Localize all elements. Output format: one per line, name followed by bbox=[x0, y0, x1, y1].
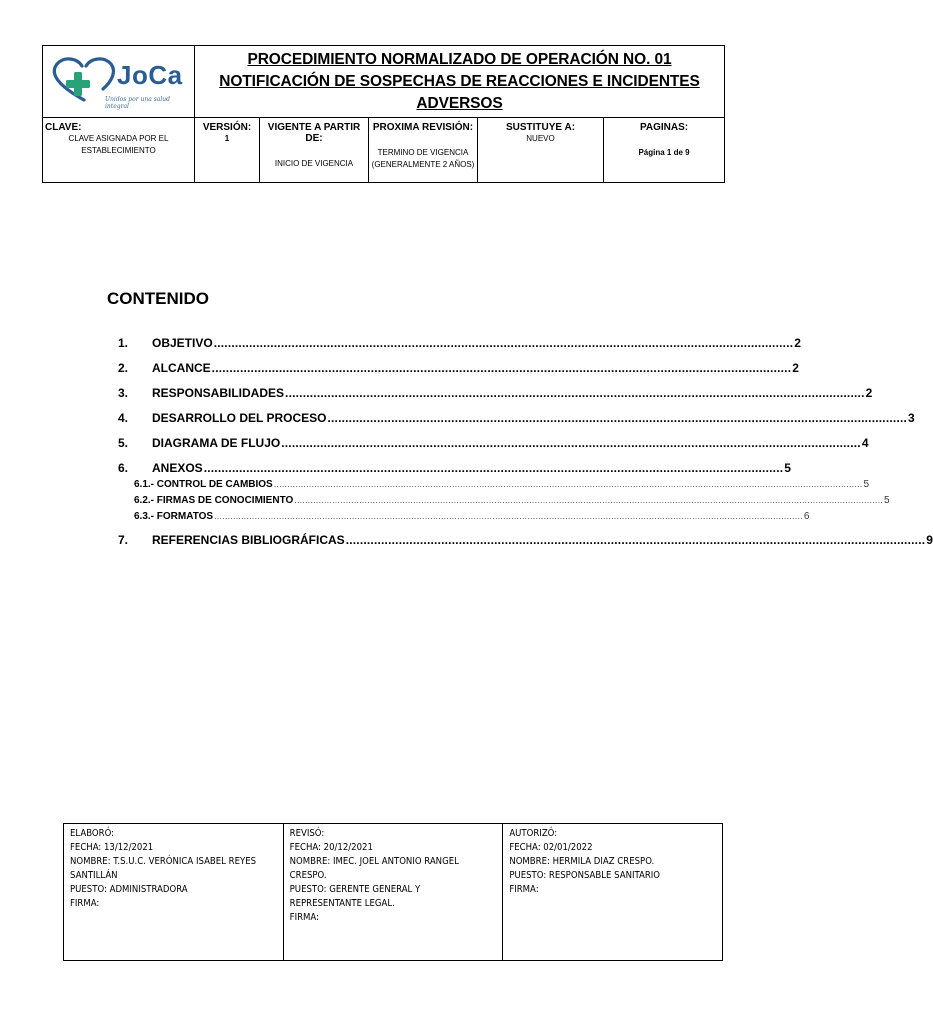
version-value: 1 bbox=[224, 134, 230, 143]
proxima-cell bbox=[369, 118, 478, 183]
toc-item-page: 5 bbox=[784, 461, 791, 475]
toc-leader-dots: .......................................................................................................................................................................................................................... bbox=[214, 511, 803, 521]
clave-value-1: CLAVE ASIGNADA POR EL bbox=[68, 134, 169, 143]
elaboro-signature: FIRMA: bbox=[70, 898, 100, 909]
toc-item[interactable] bbox=[118, 461, 791, 479]
contents-heading: CONTENIDO bbox=[107, 289, 209, 308]
toc-item-number: 5. bbox=[118, 436, 129, 450]
elaboro-title: ELABORÓ: bbox=[70, 828, 115, 839]
sustituye-cell bbox=[478, 118, 604, 183]
version-label: VERSIÓN: bbox=[202, 122, 252, 133]
reviso-date: FECHA: 20/12/2021 bbox=[289, 842, 373, 853]
toc-item-label: ALCANCE bbox=[152, 361, 211, 375]
paginas-label: PAGINAS: bbox=[639, 122, 689, 133]
toc-item[interactable] bbox=[118, 436, 869, 461]
document-title-line-2: NOTIFICACIÓN DE SOSPECHAS DE REACCIONES E INCIDENTES ADVERSOS bbox=[219, 72, 700, 112]
clave-value-2: ESTABLECIMIENTO bbox=[81, 146, 156, 155]
toc-item-number: 1. bbox=[118, 336, 129, 350]
toc-item-page: 2 bbox=[794, 336, 801, 350]
toc-item[interactable] bbox=[118, 533, 933, 558]
toc-leader-dots: .................................................................................................................................................................... bbox=[327, 411, 908, 425]
version-cell bbox=[195, 118, 260, 183]
toc-item[interactable] bbox=[118, 411, 915, 436]
toc-item[interactable] bbox=[118, 336, 801, 361]
logo-tagline: Unidos por una salud integral bbox=[105, 96, 171, 110]
toc-item-number: 6. bbox=[118, 461, 129, 475]
toc-subitem-label: 6.2.- FIRMAS DE CONOCIMIENTO bbox=[134, 495, 294, 506]
toc-item-page: 2 bbox=[792, 361, 799, 375]
autorizo-date: FECHA: 02/01/2022 bbox=[509, 842, 593, 853]
toc-item-label: ANEXOS bbox=[152, 461, 203, 475]
proxima-value-2: (GENERALMENTE 2 AÑOS) bbox=[371, 160, 475, 169]
document-header bbox=[42, 45, 725, 183]
toc-item-page: 3 bbox=[908, 411, 915, 425]
reviso-signature: FIRMA: bbox=[289, 912, 319, 923]
paginas-value: Página 1 de 9 bbox=[638, 148, 690, 157]
toc-item-page: 2 bbox=[865, 386, 873, 400]
autorizo-cell bbox=[503, 824, 723, 961]
toc-item-number: 3. bbox=[118, 386, 129, 400]
toc-item-page: 9 bbox=[926, 533, 933, 547]
logo-cell bbox=[43, 46, 195, 118]
reviso-name-1: NOMBRE: IMEC. JOEL ANTONIO RANGEL bbox=[289, 856, 459, 867]
reviso-cell bbox=[283, 824, 503, 961]
toc-subitem-label: 6.1.- CONTROL DE CAMBIOS bbox=[134, 479, 273, 490]
toc-leader-dots: .......................................................................................................................................................................................................................... bbox=[273, 479, 863, 489]
toc-subitem-page: 5 bbox=[884, 495, 890, 506]
reviso-position-2: REPRESENTANTE LEGAL. bbox=[289, 898, 395, 909]
proxima-label: PROXIMA REVISIÓN: bbox=[372, 122, 474, 133]
elaboro-date: FECHA: 13/12/2021 bbox=[70, 842, 154, 853]
autorizo-title: AUTORIZÓ: bbox=[509, 828, 558, 839]
toc-item[interactable] bbox=[118, 386, 873, 411]
vigente-cell bbox=[260, 118, 369, 183]
vigente-label: VIGENTE A PARTIR DE: bbox=[267, 122, 361, 144]
toc-item-label: DIAGRAMA DE FLUJO bbox=[152, 436, 281, 450]
autorizo-name: NOMBRE: HERMILA DIAZ CRESPO. bbox=[509, 856, 655, 867]
reviso-title: REVISÓ: bbox=[289, 828, 325, 839]
autorizo-signature: FIRMA: bbox=[509, 884, 539, 895]
elaboro-name-1: NOMBRE: T.S.U.C. VERÓNICA ISABEL REYES bbox=[70, 856, 257, 867]
toc-subitem[interactable] bbox=[118, 495, 890, 511]
toc-item[interactable] bbox=[118, 361, 799, 386]
toc-item-label: OBJETIVO bbox=[152, 336, 213, 350]
autorizo-position: PUESTO: RESPONSABLE SANITARIO bbox=[509, 870, 661, 881]
toc-subitem-label: 6.3.- FORMATOS bbox=[134, 511, 214, 522]
reviso-position-1: PUESTO: GERENTE GENERAL Y bbox=[289, 884, 421, 895]
elaboro-name-2: SANTILLÁN bbox=[70, 870, 118, 881]
toc-subitem[interactable] bbox=[118, 511, 810, 527]
sustituye-value: NUEVO bbox=[526, 134, 555, 143]
proxima-value-1: TERMINO DE VIGENCIA bbox=[377, 148, 469, 157]
toc-item-number: 7. bbox=[118, 533, 129, 547]
logo-wordmark: JoCa bbox=[117, 60, 183, 90]
elaboro-position: PUESTO: ADMINISTRADORA bbox=[70, 884, 188, 895]
toc-leader-dots: .................................................................................................................................................................... bbox=[345, 533, 926, 547]
sustituye-label: SUSTITUYE A: bbox=[505, 122, 576, 133]
reviso-name-2: CRESPO. bbox=[289, 870, 327, 881]
toc-item-label: REFERENCIAS BIBLIOGRÁFICAS bbox=[152, 533, 345, 547]
toc-leader-dots: .................................................................................................................................................................... bbox=[281, 436, 861, 450]
document-title-cell bbox=[195, 46, 725, 118]
toc-subitem-page: 5 bbox=[863, 479, 869, 490]
document-title-line-1: PROCEDIMIENTO NORMALIZADO DE OPERACIÓN NO. 01 bbox=[247, 50, 672, 68]
signature-table bbox=[63, 823, 723, 961]
toc-item-number: 2. bbox=[118, 361, 129, 375]
toc-item-label: RESPONSABILIDADES bbox=[152, 386, 285, 400]
paginas-cell bbox=[604, 118, 725, 183]
toc-subitem[interactable] bbox=[118, 479, 869, 495]
toc-subitem-page: 6 bbox=[803, 511, 810, 522]
toc-item-number: 4. bbox=[118, 411, 129, 425]
vigente-value: INICIO DE VIGENCIA bbox=[274, 159, 354, 168]
toc-item-label: DESARROLLO DEL PROCESO bbox=[152, 411, 327, 425]
toc-leader-dots: .................................................................................................................................................................... bbox=[285, 386, 865, 400]
toc-leader-dots: .................................................................................................................................................................... bbox=[213, 336, 794, 350]
toc-leader-dots: .......................................................................................................................................................................................................................... bbox=[294, 495, 883, 505]
toc-leader-dots: .................................................................................................................................................................... bbox=[211, 361, 792, 375]
clave-cell bbox=[43, 118, 195, 183]
toc-item-page: 4 bbox=[861, 436, 869, 450]
table-of-contents bbox=[118, 336, 933, 558]
toc-leader-dots: .................................................................................................................................................................... bbox=[203, 461, 784, 475]
clave-label: CLAVE: bbox=[45, 122, 82, 133]
company-logo bbox=[49, 56, 189, 111]
elaboro-cell bbox=[64, 824, 284, 961]
